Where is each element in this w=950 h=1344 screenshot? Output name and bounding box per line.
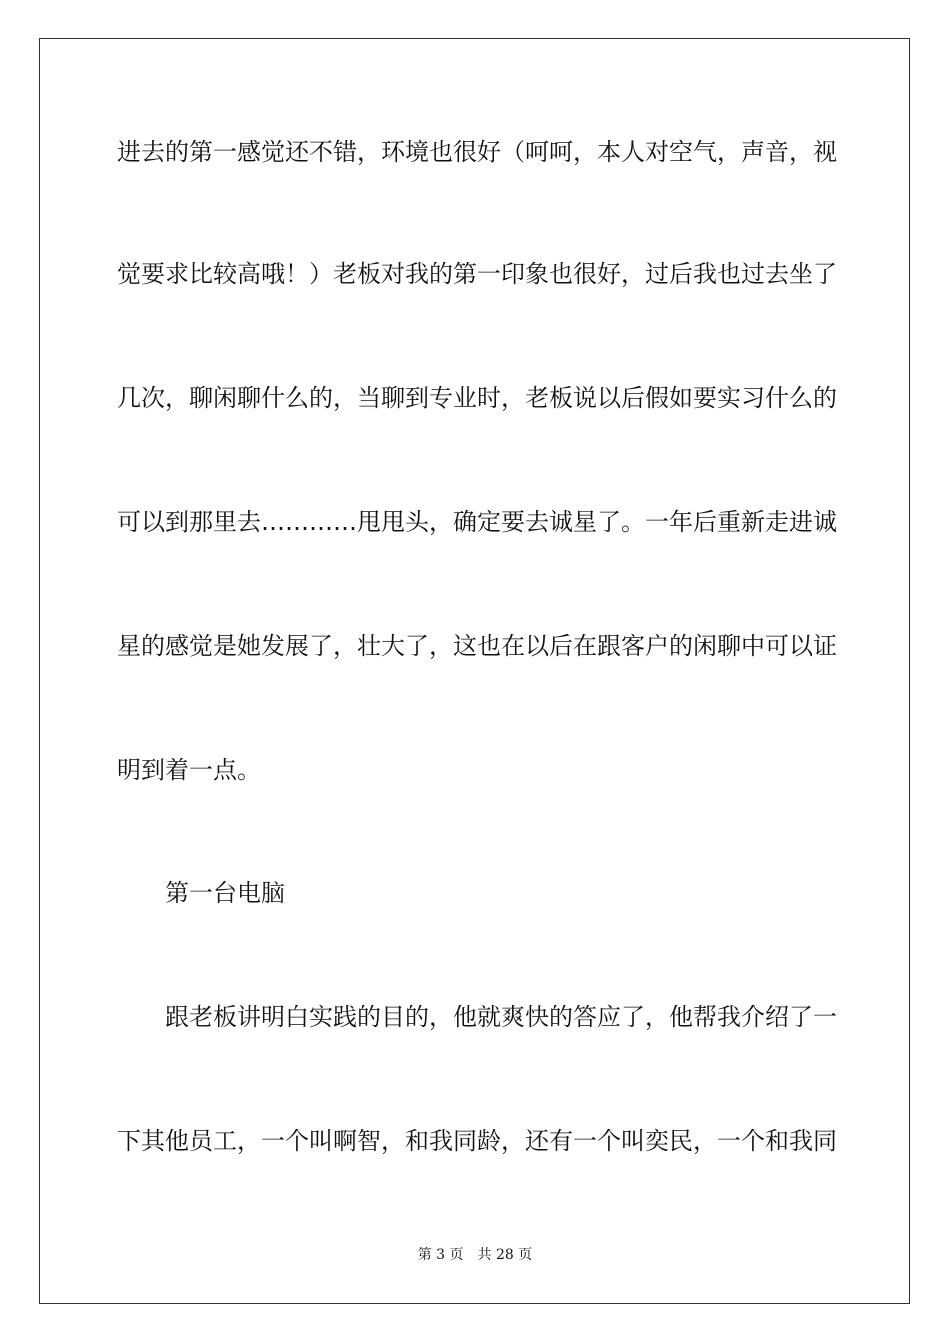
paragraph-line: 星的感觉是她发展了，壮大了，这也在以后在跟客户的闲聊中可以证 xyxy=(117,632,837,660)
section-heading: 第一台电脑 xyxy=(165,879,285,907)
paragraph-line: 觉要求比较高哦！）老板对我的第一印象也很好，过后我也过去坐了 xyxy=(117,260,837,288)
paragraph-line: 下其他员工，一个叫啊智，和我同龄，还有一个叫奕民，一个和我同 xyxy=(117,1127,837,1155)
page-footer xyxy=(0,1246,950,1264)
paragraph-line: 可以到那里去…………甩甩头，确定要去诚星了。一年后重新走进诚 xyxy=(117,508,837,536)
paragraph-line: 几次，聊闲聊什么的，当聊到专业时，老板说以后假如要实习什么的 xyxy=(117,384,837,412)
page-border xyxy=(39,38,910,1304)
paragraph-line: 明到着一点。 xyxy=(117,756,261,784)
paragraph-line: 进去的第一感觉还不错，环境也很好（呵呵，本人对空气，声音，视 xyxy=(117,138,837,166)
page-number: 第 3 页 xyxy=(417,1247,464,1263)
paragraph-line: 跟老板讲明白实践的目的，他就爽快的答应了，他帮我介绍了一 xyxy=(165,1003,837,1031)
total-pages: 共 28 页 xyxy=(477,1247,533,1263)
